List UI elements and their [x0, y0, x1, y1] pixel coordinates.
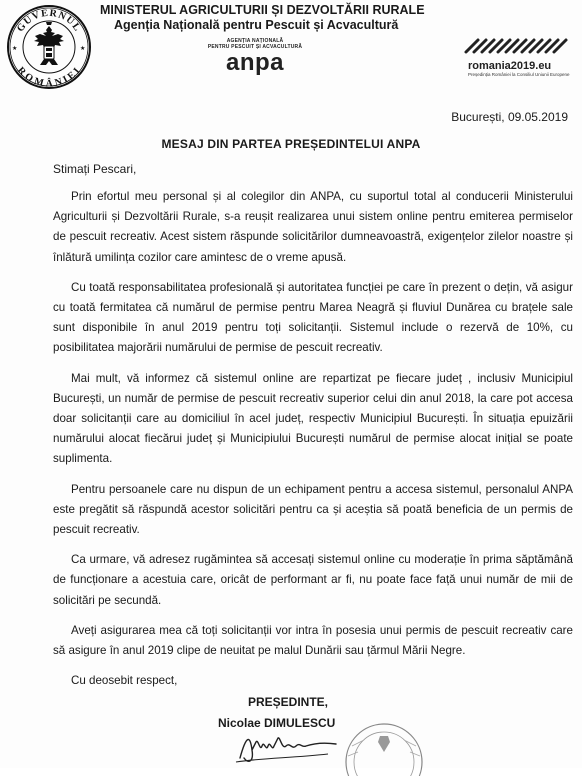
official-stamp [334, 716, 434, 776]
letter-title: MESAJ DIN PARTEA PREȘEDINTELUI ANPA [161, 137, 421, 151]
agency-name: Agenția Națională pentru Pescuit și Acvacultură [114, 18, 399, 32]
romania2019-stripes-icon [458, 36, 576, 61]
svg-text:★: ★ [12, 46, 18, 52]
anpa-logo-wordmark: anpa [225, 49, 284, 76]
svg-text:★: ★ [80, 46, 86, 52]
romania2019-name: romania2019.eu [468, 60, 552, 72]
paragraph-5: Ca urmare, vă adresez rugămintea să accesați sistemul online cu moderație în prima săptămână de funcționare a acestuia care, oricât de performant ar fi, nu poate face față unui număr de mii de solicitări pe secundă. [53, 553, 573, 607]
paragraph-1: Prin efortul meu personal și al colegilor din ANPA, cu suportul total al conducerii Ministerului Agriculturii și Dezvoltării Rurale, s-a reușit realizarea unui sistem online pentru emiterea permiselor de pescuit recreativ. Acest sistem răspunde solicitărilor dumneavoastră, exigențelor zilelor noastre și înlătură umilința cozilor care amintesc de o vreme apusă. [53, 190, 573, 264]
paragraph-4: Pentru persoanele care nu dispun de un echipament pentru a accesa sistemul, personalul ANPA este pregătit să răspundă acestor solicitări pentru ca și aceștia să poată beneficia de un permis de pescuit recreativ. [53, 482, 573, 537]
ministry-header [100, 3, 440, 33]
anpa-logo-caption-line1: AGENȚIA NAȚIONALĂ [226, 38, 284, 44]
romania2019-subtitle: Președinția României la Consiliul Uniunii Europene [468, 72, 570, 77]
paragraph-3: Mai mult, vă informez că sistemul online are repartizat pe fiecare județ , inclusiv Municipiul București, un număr de permise de pescuit recreativ superior celui din anul 2018, la care pot accesa doar solicitanții care au domiciliul în acel județ, respectiv Municipiul București. În situația epuizării numărului alocat fiecărui județ și Municipiului București numărul de permise alocat inițial se poate suplimenta. [53, 371, 573, 466]
romania2019-logo [458, 36, 576, 76]
signatory-role: PREȘEDINTE, [248, 695, 329, 709]
paragraph-2: Cu toată responsabilitatea profesională și autoritatea funcției pe care în prezent o dețin, vă asigur cu toată fermitatea că numărul de permise pentru Marea Neagră și fluviul Dunărea cu brațele sale sunt disponibile în anul 2019 pentru toți solicitanții. Sistemul include o rezervă de 10%, cu posibilitatea majorării numărului de permise de pescuit recreativ. [53, 280, 573, 355]
letter-closing: Cu deosebit respect, [71, 674, 178, 688]
letter-date: București, 09.05.2019 [451, 110, 568, 124]
anpa-logo-caption-line2: PENTRU PESCUIT ȘI ACVACULTURĂ [207, 44, 303, 50]
signatory-name: Nicolae DIMULESCU [218, 716, 336, 730]
ministry-name: MINISTERUL AGRICULTURII ȘI DEZVOLTĂRII RURALE [100, 3, 425, 17]
eagle-icon [34, 22, 64, 65]
letter-greeting: Stimați Pescari, [53, 162, 137, 176]
crest-text-top: GUVERNUL [14, 7, 84, 34]
crest-text-bottom: ROMÂNIEI [14, 65, 84, 90]
paragraph-6: Aveți asigurarea mea că toți solicitanții vor intra în posesia unui permis de pescuit recreativ care să asigure în anul 2019 clipe de neuitat pe malul Dunării sau țărmul Mării Negre. [53, 623, 573, 658]
anpa-logo [205, 38, 305, 82]
government-crest-logo [6, 4, 92, 90]
svg-text:ROMÂNIEI [15, 65, 83, 89]
letter-body [53, 187, 573, 701]
